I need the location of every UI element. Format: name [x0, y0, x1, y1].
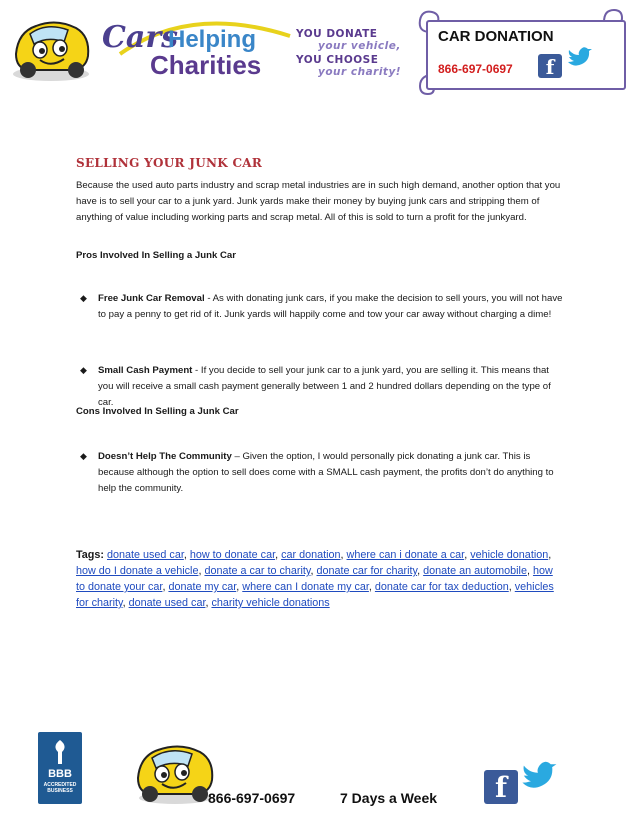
- tag-link[interactable]: donate used car: [128, 597, 206, 609]
- bullet-icon: ◆: [80, 293, 87, 303]
- logo-word-charities: Charities: [150, 50, 262, 80]
- logo-word-helping: Helping: [168, 26, 256, 53]
- pro-item-text: - If you decide to sell your junk car to a junk yard, you are selling it. This means that you will receive a small cash payment generally between 1 and 2 hundred dollars depending on the type of car.: [98, 365, 551, 408]
- tag-link[interactable]: where can i donate a car: [346, 549, 465, 561]
- tag-link[interactable]: donate an automobile: [423, 565, 527, 577]
- pro-item: [98, 291, 564, 323]
- con-item-title: Doesn’t Help The Community: [98, 451, 232, 462]
- con-item-text: – Given the option, I would personally pick donating a junk car. This is because although the option to sell does come with a SMALL cash payment, the profits don’t do anything to help the community.: [98, 451, 554, 494]
- tag-link[interactable]: how to donate your car: [76, 565, 553, 593]
- slogan-line-1: [296, 28, 401, 52]
- tag-link[interactable]: how to donate car: [189, 549, 276, 561]
- footer-hours: 7 Days a Week: [340, 790, 438, 806]
- car-donation-phone[interactable]: 866-697-0697: [438, 62, 513, 76]
- tag-link[interactable]: donate used car: [107, 549, 184, 561]
- bullet-icon: ◆: [80, 365, 87, 375]
- logo-word-cars: Cars: [102, 20, 179, 55]
- bbb-torch-icon: [48, 738, 72, 766]
- twitter-bird-icon[interactable]: [518, 760, 558, 794]
- tag-link[interactable]: donate car for tax deduction: [374, 581, 509, 593]
- slogan-your-vehicle: your vehicle,: [318, 40, 401, 52]
- con-item: [98, 449, 564, 497]
- bbb-caption: ACCREDITED BUSINESS: [43, 782, 77, 794]
- bullet-icon: ◆: [80, 451, 87, 461]
- car-donation-title: CAR DONATION: [438, 28, 554, 45]
- pro-item: [98, 363, 564, 411]
- slogan-you-donate: YOU DONATE: [296, 28, 378, 40]
- slogan-your-charity: your charity!: [318, 66, 402, 78]
- tag-link[interactable]: car donation: [281, 549, 341, 561]
- cons-label: Cons Involved In Selling a Junk Car: [76, 406, 239, 417]
- bbb-letters: BBB: [48, 768, 72, 780]
- yellow-car-mascot-icon: [130, 730, 220, 806]
- pros-label: Pros Involved In Selling a Junk Car: [76, 250, 236, 261]
- article-heading: SELLING YOUR JUNK CAR: [76, 156, 263, 170]
- tag-link[interactable]: donate car for charity: [316, 565, 418, 577]
- facebook-icon[interactable]: f: [538, 54, 562, 78]
- tag-link[interactable]: vehicle donation: [470, 549, 549, 561]
- tag-link[interactable]: where can I donate my car: [242, 581, 369, 593]
- twitter-bird-icon[interactable]: [566, 46, 592, 70]
- slogan-line-2: [296, 54, 401, 78]
- tag-link[interactable]: vehicles for charity: [76, 581, 554, 609]
- yellow-car-mascot-icon: [6, 4, 96, 84]
- tag-link[interactable]: how do I donate a vehicle: [76, 565, 199, 577]
- intro-paragraph: Because the used auto parts industry and scrap metal industries are in such high demand, another option that you have is to sell your car to a junk yard. Junk yards make their money by buying junk cars and stripping them of anything of value including working parts and scrap metal. All of this is sold to turn a profit for the junkyard.: [76, 180, 561, 223]
- footer-phone[interactable]: 866-697-0697: [208, 790, 296, 806]
- tag-link[interactable]: charity vehicle donations: [211, 597, 330, 609]
- pro-item-title: Small Cash Payment: [98, 365, 193, 376]
- slogan-you-choose: YOU CHOOSE: [296, 54, 379, 66]
- facebook-icon[interactable]: f: [484, 770, 518, 804]
- tag-link[interactable]: donate my car: [168, 581, 237, 593]
- pro-item-title: Free Junk Car Removal: [98, 293, 205, 304]
- tags-label: Tags:: [76, 549, 104, 561]
- tags-block: Tags: donate used car, how to donate car, car donation, where can i donate a car, vehicle donation, how do I donate a vehicle, donate a car to charity, donate car for charity, donate an automobile, how to donate your car, donate my car, where can I donate my car, donate car for tax deduction, vehicles for charity, donate used car, charity vehicle donations: [76, 549, 554, 609]
- pro-item-text: - As with donating junk cars, if you make the decision to sell yours, you will not have to pay a penny to get rid of it. Junk yards will happily come and tow your car away without charging a dime!: [98, 293, 563, 320]
- tag-link[interactable]: donate a car to charity: [204, 565, 311, 577]
